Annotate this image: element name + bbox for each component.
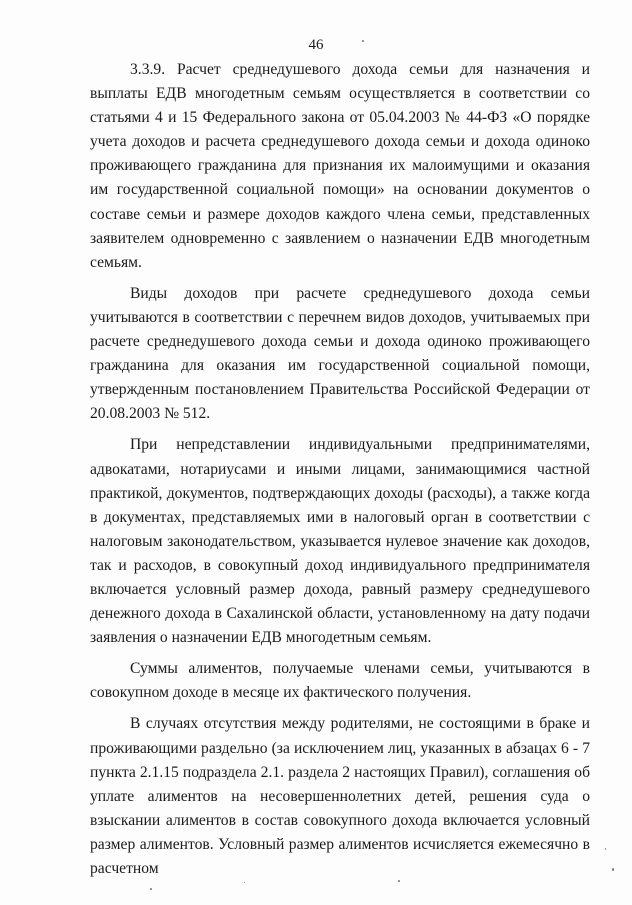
paragraph-3-3-9: 3.3.9. Расчет среднедушевого дохода семьи для назначения и выплаты ЕДВ многодетным семьям осуществляется в соответствии со статьями 4 и 15 Федерального закона от 05.04.2003 № 44-ФЗ «О порядке учета доходов и расчета среднедушевого дохода семьи и дохода одиноко проживающего гражданина для признания их малоимущими и оказания им государственной социальной помощи» на основании документов о составе семьи и размере доходов каждого члена семьи, представленных заявителем одновременно с заявлением о назначении ЕДВ многодетным семьям. <box>90 61 590 271</box>
scan-speck <box>612 868 614 871</box>
scan-speck <box>244 882 245 883</box>
scan-speck <box>398 880 400 882</box>
paragraph-conditional-alimony: В случаях отсутствия между родителями, не состоящими в браке и проживающими раздельно (за исключением лиц, указанных в абзацах 6 - 7 пункта 2.1.15 подраздела 2.1. раздела 2 настоящих Правил), соглашения об уплате алиментов на несовершеннолетних детей, решения суда о взыскании алиментов в состав совокупного дохода включается условный размер алиментов. Условный размер алиментов исчисляется ежемесячно в расчетном <box>90 715 590 877</box>
scan-speck <box>150 888 152 890</box>
scan-speck <box>605 848 606 850</box>
paragraph-alimony-amounts: Суммы алиментов, получаемые членами семьи, учитываются в совокупном доходе в месяце их фактического получения. <box>90 660 590 702</box>
paragraph-income-types: Виды доходов при расчете среднедушевого дохода семьи учитываются в соответствии с перечнем видов доходов, учитываемых при расчете среднедушевого дохода семьи и дохода одиноко проживающего гражданина для оказания им государственной социальной помощи, утвержденным постановлением Правительства Российской Федерации от 20.08.2003 № 512. <box>90 284 590 423</box>
paragraph-entrepreneurs: При непредставлении индивидуальными предпринимателями, адвокатами, нотариусами и иными лицами, занимающимися частной практикой, документов, подтверждающих доходы (расходы), а также когда в документах, представляемых ими в налоговый орган в соответствии с налоговым законодательством, указывается нулевое значение как доходов, так и расходов, в совокупный доход индивидуального предпринимателя включается условный размер дохода, равный размеру среднедушевого денежного дохода в Сахалинской области, установленному на дату подачи заявления о назначении ЕДВ многодетным семьям. <box>90 436 590 647</box>
document-body <box>90 58 590 888</box>
scan-speck <box>362 40 364 42</box>
page-number: 46 <box>308 37 324 53</box>
